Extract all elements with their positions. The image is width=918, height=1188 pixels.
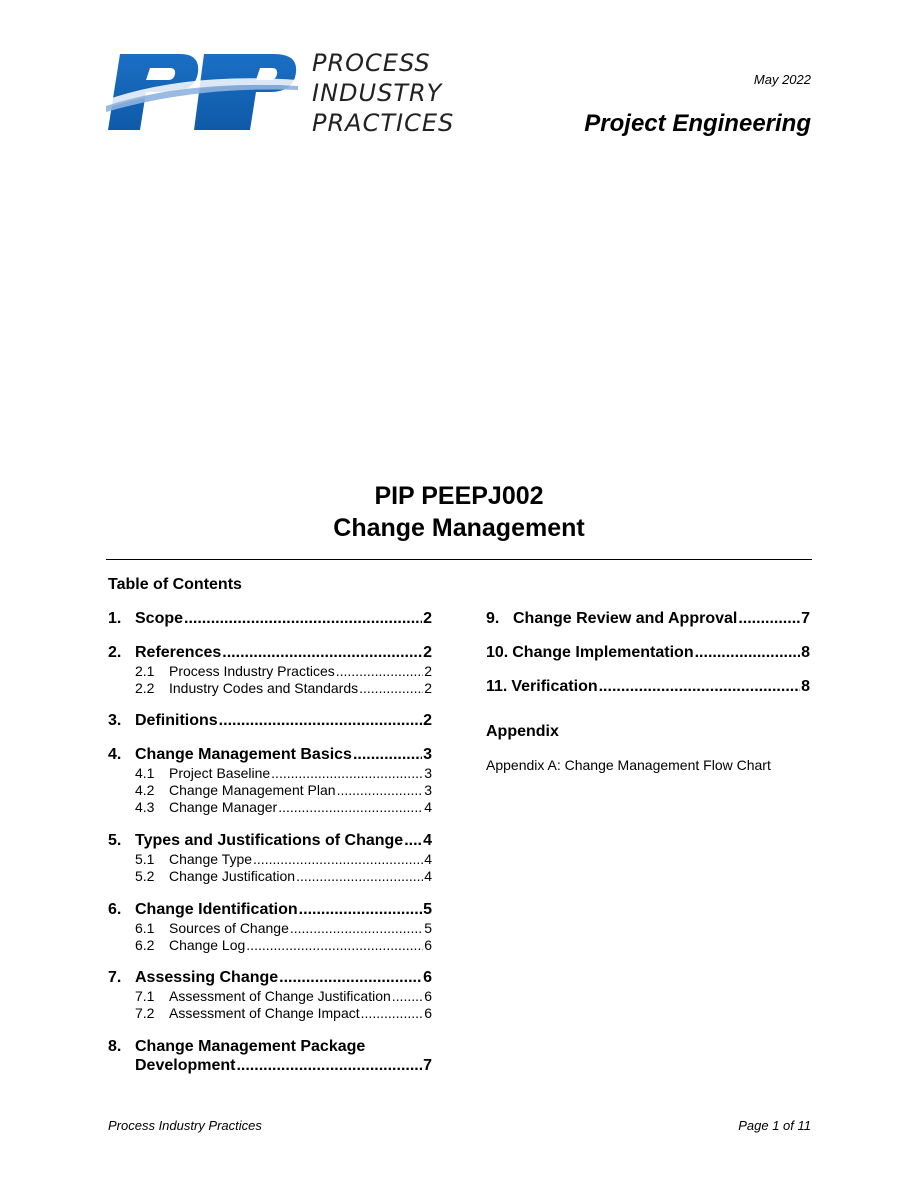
toc-leader: [337, 782, 424, 799]
document-number: PIP PEEPJ002: [374, 482, 544, 510]
toc-number: 4.2: [135, 782, 155, 798]
toc-entry-assessing-change[interactable]: [108, 968, 432, 988]
toc-number: 4.1: [135, 765, 155, 781]
toc-subentry[interactable]: [135, 663, 432, 680]
toc-title: Process Industry Practices: [169, 663, 335, 679]
toc-number: 7.: [108, 969, 122, 986]
toc-number: 10.: [486, 644, 509, 661]
toc-entry-types-and-justifications[interactable]: [108, 831, 432, 851]
toc-entry-review-and-approval[interactable]: [486, 609, 810, 629]
toc-entry-definitions[interactable]: [108, 711, 432, 731]
toc-title: References: [135, 644, 222, 661]
toc-page: 2: [423, 712, 432, 729]
toc-title: Sources of Change: [169, 920, 289, 936]
toc-title: Change Implementation: [512, 644, 694, 661]
toc-title: Assessment of Change Impact: [169, 1005, 360, 1021]
toc-page: 8: [801, 678, 810, 695]
toc-title: Change Management Plan: [169, 782, 336, 798]
toc-title: Scope: [135, 610, 184, 627]
toc-leader: [599, 677, 800, 697]
toc-subentry[interactable]: [135, 680, 432, 697]
toc-leader: [290, 920, 423, 937]
logo-text-industry: INDUSTRY: [312, 79, 443, 107]
footer-organization: Process Industry Practices: [108, 1118, 262, 1133]
toc-number: 2.: [108, 644, 122, 661]
toc-page: 6: [424, 937, 432, 953]
toc-number: 6.1: [135, 920, 155, 936]
toc-title: Change Management Package: [135, 1038, 366, 1055]
toc-entry-scope[interactable]: [108, 609, 432, 629]
toc-title: Change Identification: [135, 901, 298, 918]
toc-leader: [392, 988, 423, 1005]
toc-leader: [353, 745, 422, 765]
toc-subentry[interactable]: [135, 920, 432, 937]
toc-number: 4.3: [135, 799, 155, 815]
toc-entry-verification[interactable]: [486, 677, 810, 697]
toc-entry-change-management-basics[interactable]: [108, 745, 432, 765]
toc-leader: [361, 1005, 424, 1022]
toc-number: 5.1: [135, 851, 155, 867]
toc-page: 2: [423, 610, 432, 627]
toc-leader: [336, 663, 423, 680]
appendix-a-link[interactable]: Appendix A: Change Management Flow Chart: [486, 757, 771, 773]
toc-leader: [404, 831, 422, 851]
toc-title: Change Manager: [169, 799, 278, 815]
toc-leader: [695, 643, 800, 663]
toc-subentry[interactable]: [135, 1005, 432, 1022]
toc-page: 7: [423, 1057, 432, 1074]
toc-entry-references[interactable]: [108, 643, 432, 663]
logo-text-practices: PRACTICES: [312, 109, 455, 137]
toc-title: Assessing Change: [135, 969, 279, 986]
toc-title: Change Log: [169, 937, 246, 953]
toc-page: 6: [424, 1005, 432, 1021]
toc-page: 6: [423, 969, 432, 986]
toc-leader: [296, 868, 423, 885]
toc-title: Assessment of Change Justification: [169, 988, 391, 1004]
toc-leader: [246, 937, 423, 954]
category-title: Project Engineering: [584, 110, 811, 137]
toc-number: 11.: [486, 678, 508, 695]
toc-subentry[interactable]: [135, 868, 432, 885]
toc-subentry[interactable]: [135, 937, 432, 954]
document-date: May 2022: [753, 72, 811, 87]
toc-page: 3: [424, 765, 432, 781]
toc-page: 4: [424, 851, 432, 867]
toc-title: Types and Justifications of Change: [135, 832, 404, 849]
toc-page: 8: [801, 644, 810, 661]
toc-number: 6.: [108, 901, 122, 918]
toc-number: 2.1: [135, 663, 155, 679]
document-name: Change Management: [333, 514, 585, 542]
toc-page: 2: [424, 663, 432, 679]
toc-leader: [184, 609, 422, 629]
toc-leader: [236, 1056, 422, 1076]
toc-page: 4: [424, 868, 432, 884]
toc-number: 5.: [108, 832, 122, 849]
toc-page: 4: [424, 799, 432, 815]
toc-number: 3.: [108, 712, 122, 729]
toc-leader: [219, 711, 422, 731]
toc-title: Project Baseline: [169, 765, 271, 781]
toc-subentry[interactable]: [135, 765, 432, 782]
toc-number: 7.1: [135, 988, 155, 1004]
toc-title: Change Type: [169, 851, 253, 867]
toc-number: 6.2: [135, 937, 155, 953]
toc-leader: [738, 609, 800, 629]
toc-title: Verification: [511, 678, 598, 695]
toc-leader: [271, 765, 423, 782]
toc-page: 2: [423, 644, 432, 661]
toc-entry-package-development-line2[interactable]: [135, 1056, 432, 1076]
toc-title: Change Justification: [169, 868, 296, 884]
toc-page: 5: [423, 901, 432, 918]
toc-page: 5: [424, 920, 432, 936]
toc-subentry[interactable]: [135, 799, 432, 816]
toc-leader: [278, 799, 423, 816]
toc-subentry[interactable]: [135, 988, 432, 1005]
toc-entry-change-identification[interactable]: [108, 900, 432, 920]
toc-number: 2.2: [135, 680, 155, 696]
toc-page: 2: [424, 680, 432, 696]
toc-number: 7.2: [135, 1005, 155, 1021]
toc-leader: [222, 643, 422, 663]
toc-leader: [359, 680, 423, 697]
title-divider: [106, 559, 812, 560]
toc-heading: Table of Contents: [108, 576, 242, 593]
toc-number: 8.: [108, 1038, 122, 1055]
toc-title: Definitions: [135, 712, 218, 729]
pip-logo-icon: [106, 50, 298, 134]
toc-leader: [279, 968, 422, 988]
toc-page: 6: [424, 988, 432, 1004]
toc-title: Change Management Basics: [135, 746, 352, 763]
toc-page: 3: [424, 782, 432, 798]
toc-number: 5.2: [135, 868, 155, 884]
toc-number: 9.: [486, 610, 500, 627]
toc-subentry[interactable]: [135, 782, 432, 799]
toc-subentry[interactable]: [135, 851, 432, 868]
toc-page: 3: [423, 746, 432, 763]
appendix-heading: Appendix: [486, 723, 559, 740]
toc-entry-change-implementation[interactable]: [486, 643, 810, 663]
toc-title: Industry Codes and Standards: [169, 680, 359, 696]
toc-number: 4.: [108, 746, 122, 763]
toc-page: 7: [801, 610, 810, 627]
footer-page-number: Page 1 of 11: [738, 1118, 811, 1133]
toc-entry-package-development-line1[interactable]: [108, 1037, 432, 1057]
logo-text-process: PROCESS: [312, 49, 431, 77]
toc-leader: [299, 900, 422, 920]
toc-title: Change Review and Approval: [513, 610, 738, 627]
toc-page: 4: [423, 832, 432, 849]
toc-title: Development: [135, 1057, 236, 1074]
toc-leader: [253, 851, 423, 868]
toc-number: 1.: [108, 610, 122, 627]
